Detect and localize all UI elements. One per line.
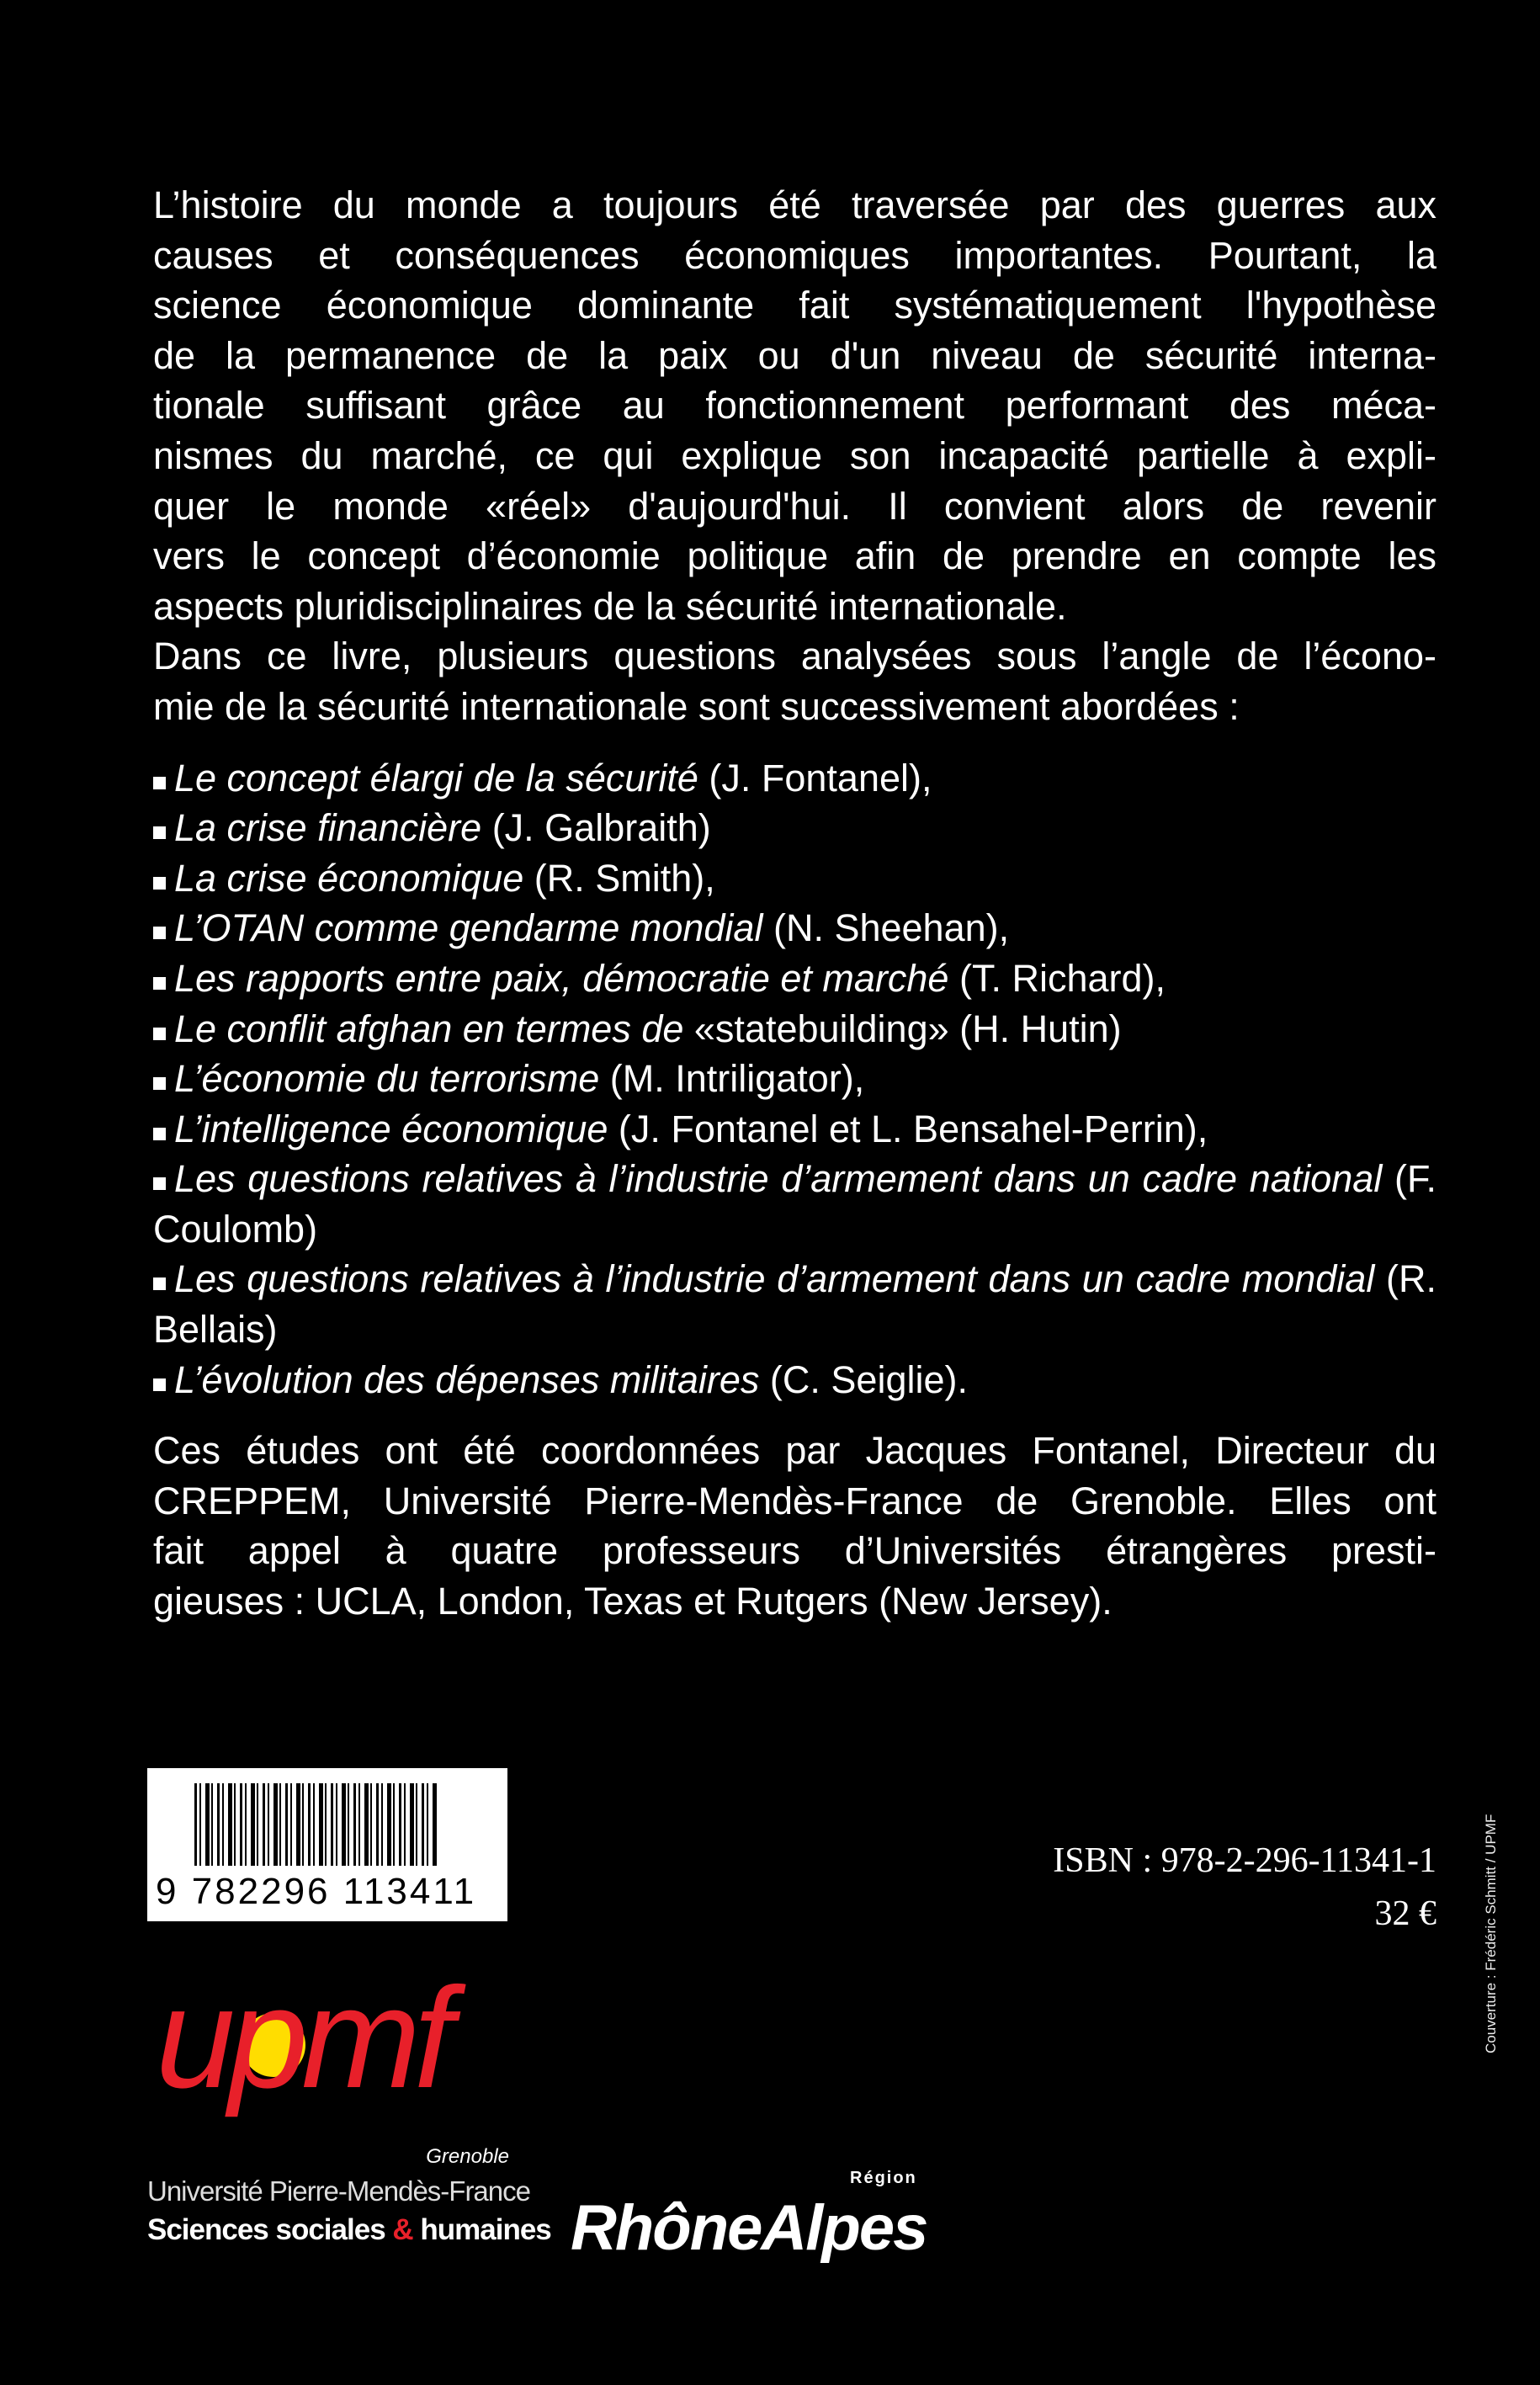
upmf-logo	[147, 1952, 518, 2171]
topic-item	[153, 1004, 1436, 1054]
isbn: ISBN : 978-2-296-11341-1	[1053, 1841, 1436, 1880]
topic-author: (J. Fontanel),	[698, 756, 932, 799]
price: 32 €	[1374, 1894, 1436, 1933]
bullet-square-icon	[153, 826, 166, 839]
topic-author: (J. Fontanel et L. Bensahel-Perrin),	[608, 1107, 1208, 1150]
bullet-square-icon	[153, 927, 166, 939]
topic-item	[153, 1254, 1436, 1354]
text-line: Dans ce livre, plusieurs questions analysées sous l’angle de l’écono-	[153, 635, 1436, 678]
topic-item	[153, 753, 1436, 804]
topic-title: Les questions relatives à l’industrie d’armement dans un cadre national	[174, 1157, 1383, 1201]
topic-author: (J. Galbraith)	[481, 806, 711, 850]
topics-intro-paragraph	[153, 631, 1436, 731]
topic-title: Le conflit afghan en termes de	[174, 1007, 684, 1050]
topic-author: (R. Bellais)	[153, 1257, 1436, 1352]
text-line: quer le monde «réel» d'aujourd'hui. Il convient alors de revenir	[153, 484, 1436, 528]
cover-credit: Couverture : Frédéric Schmitt / UPMF	[1483, 1814, 1499, 2053]
back-cover-text	[153, 180, 1436, 1627]
text-line: aspects pluridisciplinaires de la sécurité internationale.	[153, 584, 1067, 628]
region-label: Région	[850, 2169, 917, 2187]
topic-author: (N. Sheehan),	[762, 906, 1010, 950]
topic-title: L’intelligence économique	[174, 1107, 608, 1150]
topic-item	[153, 1154, 1436, 1254]
university-name: Université Pierre-Mendès-France	[147, 2175, 530, 2207]
intro-paragraph	[153, 180, 1436, 631]
text-line: nismes du marché, ce qui explique son incapacité partielle à expli-	[153, 433, 1436, 477]
isbn-block	[1053, 1835, 1436, 1941]
text-line: de la permanence de la paix ou d'un niveau de sécurité interna-	[153, 333, 1436, 377]
topic-item	[153, 903, 1436, 953]
topic-author: (F. Coulomb)	[153, 1157, 1436, 1251]
text-line: vers le concept d’économie politique afin de prendre en compte les	[153, 534, 1436, 578]
faculty-name-b: humaines	[412, 2213, 551, 2246]
bullet-square-icon	[153, 1077, 166, 1090]
text-line: causes et conséquences économiques importantes. Pourtant, la	[153, 233, 1436, 277]
topic-item	[153, 803, 1436, 853]
topic-author: (R. Smith),	[523, 856, 715, 900]
bullet-square-icon	[153, 1378, 166, 1391]
upmf-city: Grenoble	[426, 2145, 509, 2168]
topic-title: La crise économique	[174, 856, 524, 900]
topic-author: (M. Intriligator),	[599, 1057, 865, 1101]
bullet-square-icon	[153, 1277, 166, 1290]
coordination-paragraph	[153, 1426, 1436, 1626]
topic-title: L’économie du terrorisme	[174, 1057, 600, 1101]
topic-title: Le concept élargi de la sécurité	[174, 756, 698, 799]
topic-item	[153, 1355, 1436, 1405]
topic-item	[153, 1104, 1436, 1155]
bullet-square-icon	[153, 777, 166, 789]
text-line: L’histoire du monde a toujours été traversée par des guerres aux	[153, 183, 1436, 226]
bullet-square-icon	[153, 977, 166, 990]
topic-item	[153, 853, 1436, 904]
barcode-bars	[194, 1783, 437, 1866]
text-line: tionale suffisant grâce au fonctionnement performant des méca-	[153, 384, 1436, 428]
topic-author: (C. Seiglie).	[759, 1357, 968, 1401]
rhone-alpes-logo: RhôneAlpes	[571, 2192, 927, 2264]
bullet-square-icon	[153, 1177, 166, 1190]
topic-author: (T. Richard),	[948, 956, 1166, 1000]
bullet-square-icon	[153, 1128, 166, 1140]
topic-title: L’OTAN comme gendarme mondial	[174, 906, 763, 950]
topic-item	[153, 1054, 1436, 1104]
topic-title: Les rapports entre paix, démocratie et marché	[174, 956, 949, 1000]
upmf-logo-text: upmf	[156, 1958, 447, 2118]
text-line: mie de la sécurité internationale sont successivement abordées :	[153, 684, 1240, 728]
topic-author: «statebuilding» (H. Hutin)	[683, 1007, 1122, 1050]
text-line: gieuses : UCLA, London, Texas et Rutgers (New Jersey).	[153, 1580, 1113, 1623]
topic-title: La crise financière	[174, 806, 482, 850]
topic-list	[153, 753, 1436, 1405]
faculty-name-a: Sciences sociales	[147, 2213, 393, 2246]
text-line: fait appel à quatre professeurs d’Universités étrangères presti-	[153, 1529, 1436, 1573]
faculty-name	[147, 2213, 551, 2247]
text-line: Ces études ont été coordonnées par Jacques Fontanel, Directeur du	[153, 1429, 1436, 1473]
barcode-digits: 9 782296 113411	[156, 1871, 480, 1913]
faculty-ampersand: &	[392, 2213, 413, 2246]
topic-title: Les questions relatives à l’industrie d’armement dans un cadre mondial	[174, 1257, 1375, 1301]
bullet-square-icon	[153, 1028, 166, 1040]
topic-title: L’évolution des dépenses militaires	[174, 1357, 760, 1401]
topic-item	[153, 953, 1436, 1004]
barcode	[147, 1768, 507, 1921]
bullet-square-icon	[153, 877, 166, 890]
text-line: science économique dominante fait systématiquement l'hypothèse	[153, 284, 1436, 327]
text-line: CREPPEM, Université Pierre-Mendès-France de Grenoble. Elles ont	[153, 1479, 1436, 1522]
